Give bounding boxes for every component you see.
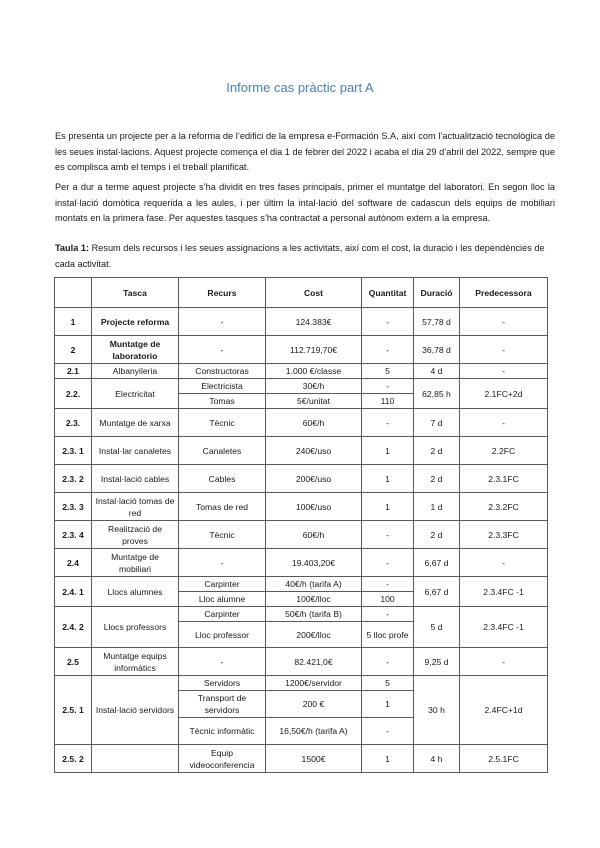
cell-recurs: Lloc professor (179, 622, 266, 648)
cell-recurs: Tomas (179, 394, 266, 409)
cell-id: 2.4. 1 (55, 577, 92, 607)
header-id (55, 278, 92, 308)
cell-id: 2.3. 3 (55, 493, 92, 521)
cell-predecessora: - (460, 308, 548, 336)
cell-id: 1 (55, 308, 92, 336)
cell-recurs: Equip videoconferencia (179, 745, 266, 773)
page-title: Informe cas pràctic part A (226, 80, 374, 95)
cell-quantitat: 5 lloc profe (362, 622, 414, 648)
cell-tasca: Albanyileria (92, 364, 179, 379)
cell-id: 2 (55, 336, 92, 364)
table-header-row (55, 278, 548, 308)
table-row (55, 493, 548, 521)
cell-duracio: 1 d (414, 493, 460, 521)
cell-duracio: 4 h (414, 745, 460, 773)
cell-quantitat: 110 (362, 394, 414, 409)
phases-paragraph: Per a dur a terme aquest projecte s’ha dividit en tres fases principals, primer el muntatge del laboratori. En segon lloc la instal·lació domòtica requerida a les aules, i per últim la intal·lació del software de cadascun dels equips de mobiliari montats en la primera fase. Per aquestes tasques s’ha contractat a personal autònom extern a la empresa. (55, 182, 555, 223)
cell-duracio: 5 d (414, 607, 460, 648)
cell-quantitat: 5 (362, 364, 414, 379)
cell-recurs: Cables (179, 465, 266, 493)
cell-cost: 124.383€ (266, 308, 362, 336)
cell-id: 2.3. 2 (55, 465, 92, 493)
cell-duracio: 62,85 h (414, 379, 460, 409)
cell-id: 2.1 (55, 364, 92, 379)
cell-quantitat: 5 (362, 676, 414, 691)
table-row (55, 549, 548, 577)
cell-predecessora: 2.3.1FC (460, 465, 548, 493)
cell-id: 2.4. 2 (55, 607, 92, 648)
cell-tasca: Instal·lació tomas de red (92, 493, 179, 521)
cell-predecessora: 2.4FC+1d (460, 676, 548, 745)
cell-quantitat: - (362, 718, 414, 745)
cell-quantitat: 1 (362, 465, 414, 493)
cell-cost: 50€/h (tarifa B) (266, 607, 362, 622)
cell-tasca: Electricitat (92, 379, 179, 409)
cell-tasca: Muntatge equips informàtics (92, 648, 179, 676)
cell-id: 2.5. 2 (55, 745, 92, 773)
cell-recurs: Tècnic (179, 521, 266, 549)
cell-quantitat: 100 (362, 592, 414, 607)
cell-recurs: - (179, 549, 266, 577)
cell-tasca: Muntatge de xarxa (92, 409, 179, 437)
cell-recurs: Carpinter (179, 577, 266, 592)
cell-duracio: 2 d (414, 437, 460, 465)
cell-predecessora: - (460, 364, 548, 379)
cell-quantitat: - (362, 379, 414, 394)
cell-duracio: 7 d (414, 409, 460, 437)
cell-cost: 5€/unitat (266, 394, 362, 409)
cell-quantitat: - (362, 607, 414, 622)
header-quantitat: Quantitat (362, 278, 414, 308)
cell-duracio: 9,25 d (414, 648, 460, 676)
cell-id: 2.3. (55, 409, 92, 437)
cell-tasca: Projecte reforma (92, 308, 179, 336)
table-row (55, 648, 548, 676)
header-cost: Cost (266, 278, 362, 308)
cell-recurs: - (179, 336, 266, 364)
cell-quantitat: - (362, 648, 414, 676)
cell-recurs: Tècnic (179, 409, 266, 437)
table-row (55, 607, 548, 622)
cell-recurs: Canaletes (179, 437, 266, 465)
cell-predecessora: 2.3.3FC (460, 521, 548, 549)
cell-duracio: 36,78 d (414, 336, 460, 364)
cell-duracio: 6,67 d (414, 577, 460, 607)
table-row (55, 521, 548, 549)
cell-recurs: Constructoras (179, 364, 266, 379)
cell-cost: 200€/uso (266, 465, 362, 493)
cell-predecessora: 2.1FC+2d (460, 379, 548, 409)
cell-recurs: Electricista (179, 379, 266, 394)
cell-duracio: 57,78 d (414, 308, 460, 336)
cell-cost: 200€/lloc (266, 622, 362, 648)
cell-cost: 100€/lloc (266, 592, 362, 607)
cell-duracio: 4 d (414, 364, 460, 379)
table-row (55, 364, 548, 379)
cell-cost: 30€/h (266, 379, 362, 394)
cell-duracio: 6,67 d (414, 549, 460, 577)
cell-cost: 112.719,70€ (266, 336, 362, 364)
cell-duracio: 2 d (414, 521, 460, 549)
cell-tasca: Muntatge de mobiliari (92, 549, 179, 577)
table-row (55, 379, 548, 394)
cell-recurs: Tècnic informàtic (179, 718, 266, 745)
cell-recurs: - (179, 648, 266, 676)
cell-tasca: Instal·lació servidors (92, 676, 179, 745)
cell-quantitat: - (362, 308, 414, 336)
cell-quantitat: 1 (362, 493, 414, 521)
cell-tasca: Muntatge de laboratorio (92, 336, 179, 364)
cell-predecessora: 2.2FC (460, 437, 548, 465)
cell-tasca: Instal·lar canaletes (92, 437, 179, 465)
caption-label: Taula 1: (55, 243, 90, 253)
cell-predecessora: - (460, 648, 548, 676)
cell-cost: 1200€/servidor (266, 676, 362, 691)
cell-duracio: 30 h (414, 676, 460, 745)
cell-id: 2.2. (55, 379, 92, 409)
cell-id: 2.5 (55, 648, 92, 676)
cell-recurs: Tomas de red (179, 493, 266, 521)
cell-quantitat: - (362, 409, 414, 437)
cell-tasca (92, 745, 179, 773)
table-row (55, 308, 548, 336)
caption-text: Resum dels recursos i les seues assignacions a les activitats, així com el cost, la duració i les dependències de cada activitat. (55, 243, 545, 269)
table-row (55, 465, 548, 493)
cell-tasca: Realització de proves (92, 521, 179, 549)
cell-cost: 40€/h (tarifa A) (266, 577, 362, 592)
table-row (55, 676, 548, 691)
cell-cost: 60€/h (266, 409, 362, 437)
cell-recurs: - (179, 308, 266, 336)
header-recurs: Recurs (179, 278, 266, 308)
intro-paragraph: Es presenta un projecte per a la reforma de l’edifici de la empresa e-Formación S.A, així com l’actualització tecnològica de les seues instal·lacions. Aquest projecte comença el dia 1 de febrer del 2022 i acaba el dia 29 d’abril del 2022, sempre que es complisca amb el temps i el treball planificat. (55, 131, 556, 172)
cell-cost: 82.421,0€ (266, 648, 362, 676)
table-row (55, 577, 548, 592)
cell-duracio: 2 d (414, 465, 460, 493)
cell-cost: 1.000 €/classe (266, 364, 362, 379)
cell-id: 2.3. 1 (55, 437, 92, 465)
cell-predecessora: 2.3.4FC -1 (460, 607, 548, 648)
table-row (55, 745, 548, 773)
table-caption (55, 241, 555, 272)
cell-tasca: Instal·lació cables (92, 465, 179, 493)
cell-recurs: Carpinter (179, 607, 266, 622)
cell-quantitat: - (362, 577, 414, 592)
cell-id: 2.3. 4 (55, 521, 92, 549)
cell-cost: 16,50€/h (tarifa A) (266, 718, 362, 745)
table-row (55, 437, 548, 465)
header-tasca: Tasca (92, 278, 179, 308)
cell-cost: 240€/uso (266, 437, 362, 465)
cell-recurs: Transport de servidors (179, 691, 266, 718)
cell-predecessora: 2.3.4FC -1 (460, 577, 548, 607)
cell-cost: 19.403,20€ (266, 549, 362, 577)
cell-quantitat: 1 (362, 437, 414, 465)
cell-tasca: Llocs professors (92, 607, 179, 648)
cell-quantitat: 1 (362, 691, 414, 718)
table-row (55, 336, 548, 364)
cell-quantitat: - (362, 549, 414, 577)
resources-table (54, 277, 548, 773)
cell-predecessora: - (460, 549, 548, 577)
cell-quantitat: - (362, 521, 414, 549)
cell-predecessora: - (460, 336, 548, 364)
table-row (55, 409, 548, 437)
cell-tasca: Llocs alumnes (92, 577, 179, 607)
cell-recurs: Servidors (179, 676, 266, 691)
header-predecessora: Predecessora (460, 278, 548, 308)
cell-quantitat: 1 (362, 745, 414, 773)
cell-quantitat: - (362, 336, 414, 364)
cell-id: 2.4 (55, 549, 92, 577)
cell-recurs: Lloc alumne (179, 592, 266, 607)
cell-cost: 60€/h (266, 521, 362, 549)
cell-predecessora: 2.3.2FC (460, 493, 548, 521)
header-duracio: Duració (414, 278, 460, 308)
cell-cost: 100€/uso (266, 493, 362, 521)
cell-cost: 200 € (266, 691, 362, 718)
cell-cost: 1500€ (266, 745, 362, 773)
cell-predecessora: 2.5.1FC (460, 745, 548, 773)
cell-id: 2.5. 1 (55, 676, 92, 745)
cell-predecessora: - (460, 409, 548, 437)
